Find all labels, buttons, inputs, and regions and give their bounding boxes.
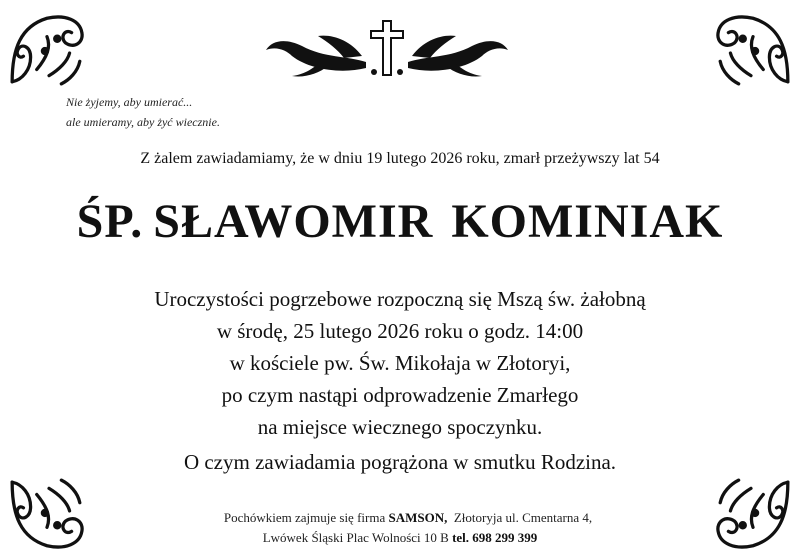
ceremony-line: w środę, 25 lutego 2026 roku o godz. 14:00 [216, 319, 584, 343]
motto-line-1: Nie żyjemy, aby umierać... [66, 95, 193, 109]
name-prefix: ŚP. [76, 195, 144, 248]
ceremony-line: Uroczystości pogrzebowe rozpoczną się Mszą św. żałobną [154, 287, 646, 311]
ceremony-details [0, 283, 800, 443]
cross-ornament-icon [262, 16, 512, 82]
funeral-home-company: SAMSON, [388, 510, 448, 525]
funeral-home-address-2: Lwówek Śląski Plac Wolności 10 B [262, 530, 449, 545]
announcement-intro: Z żalem zawiadamiamy, że w dniu 19 lutego 2026 roku, zmarł przeżywszy lat 54 [140, 150, 660, 167]
first-name: SŁAWOMIR [153, 195, 434, 248]
deceased-name [0, 194, 800, 249]
funeral-home-info [0, 508, 800, 548]
family-signature: O czym zawiadamia pogrążona w smutku Rodzina. [183, 450, 617, 474]
phone-label: tel. [452, 530, 470, 545]
last-name: KOMINIAK [451, 195, 724, 248]
funeral-home-address-1: Złotoryja ul. Cmentarna 4, [453, 510, 593, 525]
motto-line-2: ale umieramy, aby żyć wiecznie. [66, 115, 220, 129]
ceremony-line: w kościele pw. Św. Mikołaja w Złotoryi, [229, 351, 571, 375]
phone-number: 698 299 399 [472, 530, 538, 545]
floral-corner-icon [712, 8, 794, 90]
floral-corner-icon [6, 8, 88, 90]
ceremony-line: na miejsce wiecznego spoczynku. [257, 415, 543, 439]
ceremony-line: po czym nastąpi odprowadzenie Zmarłego [221, 383, 579, 407]
motto [66, 92, 220, 132]
funeral-home-intro: Pochówkiem zajmuje się firma [223, 510, 386, 525]
